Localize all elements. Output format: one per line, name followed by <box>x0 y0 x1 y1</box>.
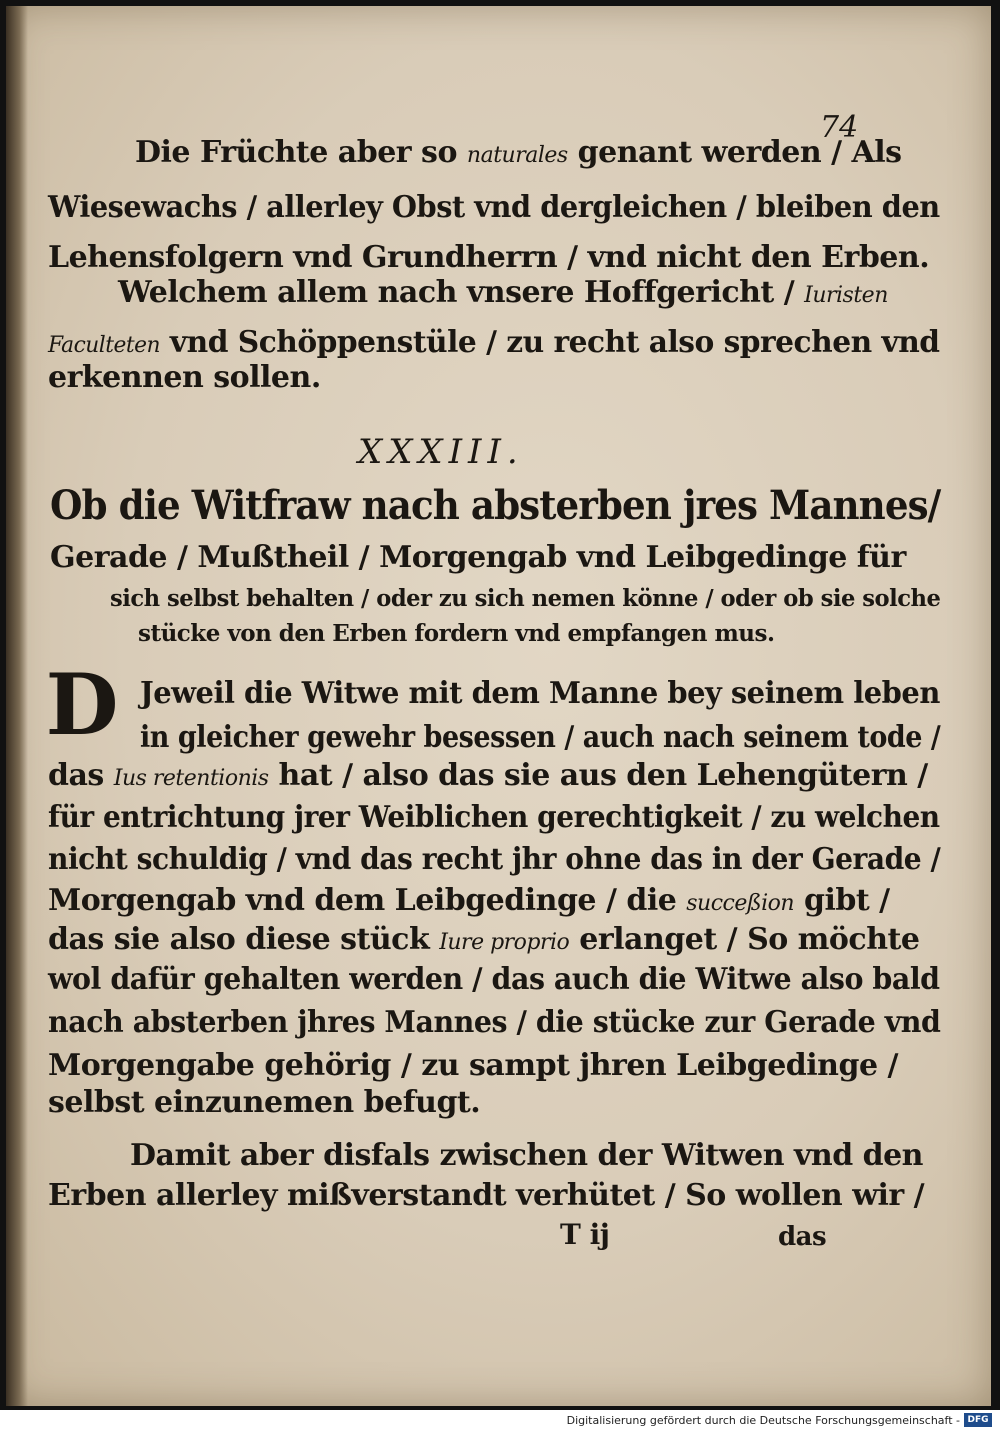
text-line <box>48 1005 940 1040</box>
signature-mark: T ij <box>560 1218 610 1251</box>
text-line <box>48 883 890 918</box>
text-run: erkennen sollen. <box>48 360 321 395</box>
text-line <box>48 922 919 957</box>
text-run: Erben allerley mißverstandt verhütet / So wollen wir / <box>48 1178 925 1213</box>
text-line <box>48 800 940 835</box>
text-line <box>48 360 321 395</box>
text-run: Damit aber disfals zwischen der Witwen vnd den <box>130 1138 923 1173</box>
text-line <box>48 190 940 225</box>
text-run: hat / also das sie aus den Lehengütern / <box>268 758 928 793</box>
text-line <box>48 240 929 275</box>
text-line <box>48 842 940 877</box>
heading-line: Ob die Witfraw nach absterben jres Mannes/ <box>50 482 941 529</box>
text-line <box>140 676 940 711</box>
footer-bar <box>0 1410 1000 1432</box>
latin-term: Iuristen <box>804 283 888 308</box>
text-run: Jeweil die Witwe mit dem Manne bey seinem leben <box>140 676 940 711</box>
text-line <box>48 1048 898 1083</box>
text-run: vnd Schöppenstüle / zu recht also sprechen vnd <box>160 325 940 360</box>
text-run: Die Früchte aber so <box>135 135 467 170</box>
footer-credit-text: Digitalisierung gefördert durch die Deutsche Forschungsgemeinschaft - <box>566 1414 960 1427</box>
text-run: Lehensfolgern vnd Grundherrn / vnd nicht den Erben. <box>48 240 930 275</box>
heading-line: stücke von den Erben fordern vnd empfangen mus. <box>138 620 775 647</box>
text-line <box>140 720 940 755</box>
page-number: 74 <box>820 110 859 145</box>
catchword: das <box>778 1222 827 1252</box>
text-run: erlanget / So möchte <box>569 922 920 957</box>
text-line <box>48 1085 480 1120</box>
text-run: wol dafür gehalten werden / das auch die Witwe also bald <box>48 962 940 997</box>
text-run: selbst einzunemen befugt. <box>48 1085 481 1120</box>
latin-term: Ius retentionis <box>113 766 269 791</box>
page-gutter <box>6 6 28 1406</box>
text-line <box>48 1178 924 1213</box>
text-run: für entrichtung jrer Weiblichen gerechtigkeit / zu welchen <box>48 800 940 835</box>
text-line <box>118 275 888 310</box>
text-run: das sie also diese stück <box>48 922 440 957</box>
text-run: Welchem allem nach vnsere Hoffgericht / <box>118 275 805 310</box>
text-run: Wiesewachs / allerley Obst vnd dergleichen / bleiben den <box>48 190 940 225</box>
dfg-logo-icon: DFG <box>964 1413 992 1427</box>
heading-line: Gerade / Mußtheil / Morgengab vnd Leibgedinge für <box>50 540 906 575</box>
text-run: nach absterben jhres Mannes / die stücke zur Gerade vnd <box>48 1005 941 1040</box>
text-line <box>48 325 940 360</box>
text-line <box>130 1138 923 1173</box>
text-run: genant werden / Als <box>567 135 902 170</box>
section-number: XXXIII. <box>358 432 524 472</box>
drop-cap-initial: D <box>45 655 119 754</box>
text-line <box>48 962 940 997</box>
text-run: Morgengab vnd dem Leibgedinge / die <box>48 883 687 918</box>
latin-term: naturales <box>466 143 568 168</box>
latin-term: Faculteten <box>48 333 161 358</box>
text-line <box>135 135 902 170</box>
latin-term: Iure proprio <box>439 930 570 955</box>
text-run: Morgengabe gehörig / zu sampt jhren Leibgedinge / <box>48 1048 898 1083</box>
text-run: das <box>48 758 114 793</box>
text-run: in gleicher gewehr besessen / auch nach seinem tode / <box>140 720 941 755</box>
heading-line: sich selbst behalten / oder zu sich nemen könne / oder ob sie solche <box>110 585 941 612</box>
text-line <box>48 758 928 793</box>
text-run: nicht schuldig / vnd das recht jhr ohne das in der Gerade / <box>48 842 941 877</box>
latin-term: succeßion <box>686 891 795 916</box>
text-run: gibt / <box>794 883 890 918</box>
